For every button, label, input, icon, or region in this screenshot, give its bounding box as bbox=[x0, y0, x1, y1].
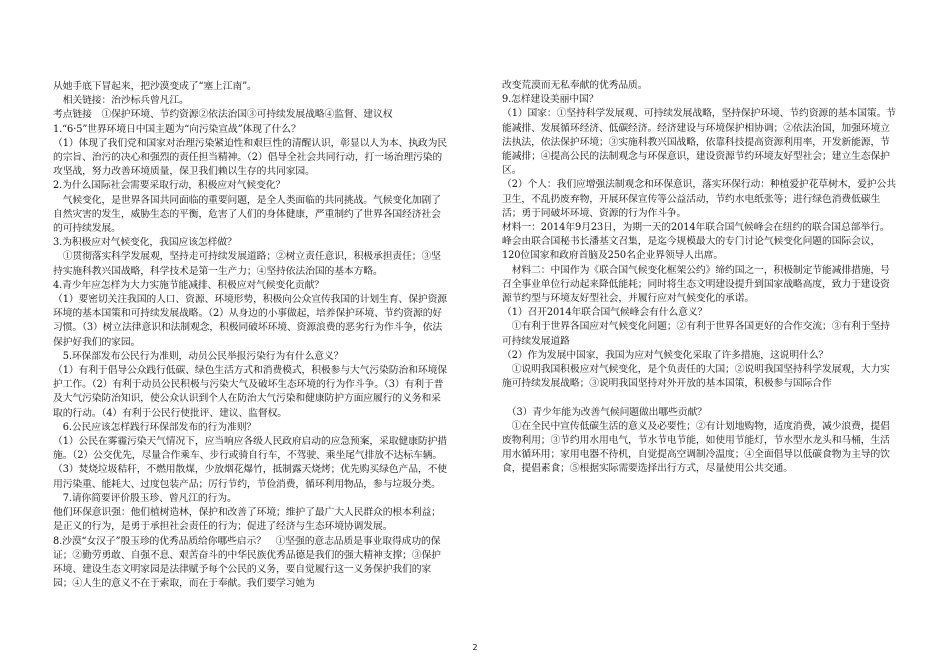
answer: （1）体现了我们党和国家对治理污染紧迫性和艰巨性的清醒认识，彰显以人为本、执政为民的宗旨、治污的决心和强烈的责任担当精神。（2）倡导全社会共同行动，打一场治理污染的攻坚战，努力改善环境质量，保卫我们赖以生存的共同家园。 bbox=[53, 137, 448, 178]
answer: （1）要密切关注我国的人口、资源、环境形势，积极向公众宣传我国的计划生育、保护资源环境的基本国策和可持续发展战略。（2）从身边的小事做起，培养保护环境、节约资源的好习惯。（3）树立法律意识和法制观念，积极同破坏环境、资源浪费的恶劣行为作斗争，依法保护好我们的家园。 bbox=[53, 294, 448, 348]
question: 9.怎样建设美丽中国？ bbox=[502, 94, 599, 106]
question: 3.为积极应对气候变化，我国应该怎样做？ bbox=[53, 237, 237, 249]
question: 7.请你简要评价殷玉珍、曾凡江的行为。 bbox=[53, 492, 237, 504]
paragraph: 考点链接 ①保护环境、节约资源②依法治国③可持续发展战略④监督、建议权 bbox=[53, 109, 393, 121]
answer: （1）国家：①坚持科学发展观、可持续发展战略，坚持保护环境、节约资源的基本国策。节能减排、发展循环经济、低碳经济。经济建设与环境保护相协调；②依法治国，加强环境立法执法，依法保护环境；③实施科教兴国战略，依靠科技提高资源利用率，开发新能源，节能减排；④提高公民的法制观念与环保意识，建设资源节约环境友好型社会；建立生态保护区。 bbox=[502, 108, 897, 177]
paragraph: 相关链接：治沙标兵曾凡江。 bbox=[53, 95, 189, 107]
page-number: 2 bbox=[472, 643, 478, 652]
answer: （1）公民在雾霾污染天气情况下，应当响应各级人民政府启动的应急预案，采取健康防护措施。（2）公交优先，尽量合作乘车、步行或骑自行车，不驾驶、乘坐尾气排放不达标车辆。（3）焚烧垃圾秸秆，不燃用散煤，少放烟花爆竹，抵制露天烧烤；优先购买绿色产品，不使用污染重、能耗大、过度包装产品；厉行节约，节俭消费，循环利用物品，参与垃圾分类。 bbox=[53, 436, 448, 490]
question: 2.为什么国际社会需要采取行动，积极应对气候变化？ bbox=[53, 180, 286, 192]
question: （2）作为发展中国家，我国为应对气候变化采取了许多措施，这说明什么？ bbox=[502, 349, 829, 361]
question: 4.青少年应怎样为大力实施节能减排、积极应对气候变化贡献？ bbox=[53, 279, 324, 291]
material-1: 材料一：2014年9月23日，为期一天的2014年联合国气候峰会在纽约的联合国总部举行。峰会由联合国秘书长潘基文召集，是迄今规模最大的专门讨论气候变化问题的国际会议，120位国家和政府首脑及250名企业界领导人出席。 bbox=[502, 222, 890, 262]
spacer bbox=[502, 391, 897, 405]
question: （3）青少年能为改善气候问题做出哪些贡献？ bbox=[502, 406, 707, 418]
answer: 气候变化，是世界各国共同面临的重要问题，是全人类面临的共同挑战。气候变化加剧了自然灾害的发生，威胁生态的平衡，危害了人们的身体健康，严重制约了世界各国经济社会的可持续发展。 bbox=[53, 194, 441, 235]
paragraph: 从她手底下冒起来，把沙漠变成了“塞上江南”。 bbox=[53, 81, 257, 92]
question: （1）召开2014年联合国气候峰会有什么意义？ bbox=[502, 307, 708, 319]
material-2: 材料二：中国作为《联合国气候变化框架公约》缔约国之一，积极制定节能减排措施，号召全事业单位行动起来降低能耗；同时将生态文明建设提升到国家战略高度，致力于建设资源节约型与环境友好型社会，并履行应对气候变化的承诺。 bbox=[502, 264, 890, 305]
answer: （2）个人：我们应增强法制观念和环保意识，落实环保行动：种植爱护花草树木，爱护公共卫生，不乱扔废弃物，开展环保宣传等公益活动，节约水电纸张等；进行绿色消费低碳生活；勇于同破坏环境、资源的行为作斗争。 bbox=[502, 179, 897, 219]
answer: ①说明我国积极应对气候变化，是个负责任的大国；②说明我国坚持科学发展观，大力实施可持续发展战略；③说明我国坚持对外开放的基本国策，积极参与国际合作 bbox=[502, 364, 890, 390]
left-column bbox=[53, 80, 448, 591]
answer: 他们环保意识强：他们植树造林，保护和改善了环境；维护了最广大人民群众的根本利益；是正义的行为，是勇于承担社会责任的行为；促进了经济与生态环境协调发展。 bbox=[53, 507, 441, 533]
question: 1.“6·5”世界环境日中国主题为“向污染宣战”体现了什么？ bbox=[53, 123, 301, 135]
answer: ①有利于世界各国应对气候变化问题；②有利于世界各国更好的合作交流；③有利于坚持可持续发展道路 bbox=[502, 321, 890, 347]
answer: （1）有利于倡导公众践行低碳、绿色生活方式和消费模式，积极参与大气污染防治和环境保护工作。（2）有利于动员公民积极与污染大气及破坏生态环境的行为作斗争。（3）有利于普及大气污染防治知识，使公众认识到个人在防治大气污染和健康防护方面应履行的义务和采取的行动。（4）有利于公民行使批评、建议、监督权。 bbox=[53, 365, 448, 419]
question: 6.公民应该怎样践行环保部发布的行为准则？ bbox=[53, 421, 257, 433]
answer: ①贯彻落实科学发展观，坚持走可持续发展道路；②树立责任意识，积极承担责任；③坚持实施科教兴国战略，科学技术是第一生产力；④坚持依法治国的基本方略。 bbox=[53, 251, 441, 277]
question: 5.环保部发布公民行为准则，动员公民举报污染行为有什么意义？ bbox=[53, 350, 344, 362]
question-answer: 8.沙漠“女汉子”殷玉珍的优秀品质给你哪些启示？ ①坚强的意志品质是事业取得成功的保证；②勤劳勇敢、自强不息、艰苦奋斗的中华民族优秀品德是我们的强大精神支撑；③保护环境、建设生态文明家园是法律赋予每个公民的义务，要自觉履行这一义务保护我们的家园；④人生的意义不在于索取，而在于奉献。我们要学习她为 bbox=[53, 535, 441, 590]
paragraph: 改变荒漠而无私奉献的优秀品质。 bbox=[502, 80, 648, 91]
answer: ①在全民中宣传低碳生活的意义及必要性；②有计划地购物，适度消费，减少浪费，提倡废物利用；③节约用水用电气，节水节电节能，如使用节能灯，节水型水龙头和马桶，生活用水循环用；家用电器不待机，自觉提高空调制冷温度；④全面倡导以低碳食物为主导的饮食，提倡素食；⑤根据实际需要选择出行方式，尽量使用公共交通。 bbox=[502, 420, 890, 475]
right-column bbox=[502, 79, 897, 477]
